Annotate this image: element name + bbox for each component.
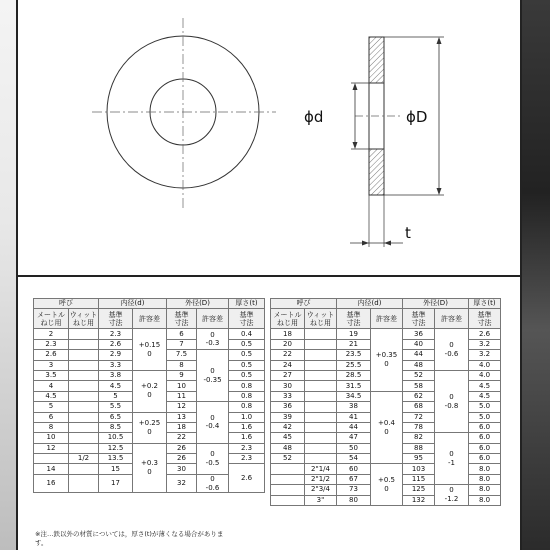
- metric-cell: 2.6: [34, 350, 69, 360]
- inner-cell: 21: [337, 339, 371, 349]
- thickness-cell: 0.5: [229, 370, 265, 380]
- outer-cell: 7: [167, 339, 197, 349]
- table-row: [34, 370, 265, 380]
- outer-cell: 6: [167, 329, 197, 339]
- inner-tolerance-cell: +0.25 0: [133, 412, 167, 443]
- outer-cell: 22: [167, 433, 197, 443]
- whitworth-cell: [69, 422, 99, 432]
- outer-tolerance-cell: 0 -0.4: [197, 402, 229, 444]
- whitworth-cell: 2"1/2: [305, 474, 337, 484]
- metric-cell: 3.5: [34, 370, 69, 380]
- inner-cell: 60: [337, 464, 371, 474]
- outer-tolerance-cell: 0 -0.8: [435, 370, 469, 432]
- outer-cell: 58: [403, 381, 435, 391]
- outer-cell: 40: [403, 339, 435, 349]
- table-row: [271, 329, 501, 339]
- inner-cell: 28.5: [337, 370, 371, 380]
- metric-cell: 16: [34, 474, 69, 493]
- header-outer: 外径(D): [167, 299, 229, 309]
- outer-cell: 48: [403, 360, 435, 370]
- outer-cell: 103: [403, 464, 435, 474]
- header-outer-nominal: 基準 寸法: [403, 309, 435, 329]
- thickness-cell: 5.0: [469, 402, 501, 412]
- metric-cell: 2: [34, 329, 69, 339]
- whitworth-cell: [305, 433, 337, 443]
- thickness-cell: 5.0: [469, 412, 501, 422]
- whitworth-cell: [305, 339, 337, 349]
- whitworth-cell: [69, 391, 99, 401]
- thickness-cell: 4.0: [469, 370, 501, 380]
- thickness-cell: 6.0: [469, 422, 501, 432]
- header-outer-tolerance: 許容差: [435, 309, 469, 329]
- thickness-cell: 8.0: [469, 485, 501, 495]
- whitworth-cell: [69, 402, 99, 412]
- washer-table-left: [33, 298, 265, 493]
- metric-cell: 27: [271, 370, 305, 380]
- outer-cell: 26: [167, 443, 197, 453]
- thickness-cell: 1.6: [229, 433, 265, 443]
- outer-cell: 18: [167, 422, 197, 432]
- inner-cell: 5: [99, 391, 133, 401]
- section-divider: [16, 275, 522, 277]
- whitworth-cell: [69, 381, 99, 391]
- outer-cell: 13: [167, 412, 197, 422]
- inner-cell: 2.9: [99, 350, 133, 360]
- outer-tolerance-cell: 0 -0.6: [197, 474, 229, 493]
- thickness-cell: 2.3: [229, 443, 265, 453]
- inner-cell: 13.5: [99, 454, 133, 464]
- inner-cell: 54: [337, 454, 371, 464]
- outer-cell: 82: [403, 433, 435, 443]
- thickness-cell: 0.4: [229, 329, 265, 339]
- washer-table-right: [270, 298, 501, 506]
- metric-cell: 18: [271, 329, 305, 339]
- inner-cell: 41: [337, 412, 371, 422]
- thickness-cell: 0.5: [229, 360, 265, 370]
- metric-cell: [271, 485, 305, 495]
- metric-cell: 30: [271, 381, 305, 391]
- metric-cell: 8: [34, 422, 69, 432]
- outer-cell: 8: [167, 360, 197, 370]
- inner-cell: 19: [337, 329, 371, 339]
- thickness-cell: 0.5: [229, 339, 265, 349]
- metric-cell: [34, 454, 69, 464]
- metric-cell: 45: [271, 433, 305, 443]
- inner-cell: 80: [337, 495, 371, 505]
- whitworth-cell: [305, 329, 337, 339]
- metric-cell: [271, 464, 305, 474]
- inner-cell: 67: [337, 474, 371, 484]
- thickness-cell: 6.0: [469, 454, 501, 464]
- outer-cell: 7.5: [167, 350, 197, 360]
- outer-tolerance-cell: 0 -1.2: [435, 485, 469, 506]
- metric-cell: 39: [271, 412, 305, 422]
- outer-cell: 30: [167, 464, 197, 474]
- table-row: [34, 443, 265, 453]
- header-outer: 外径(D): [403, 299, 469, 309]
- thickness-cell: 3.2: [469, 350, 501, 360]
- whitworth-cell: [305, 402, 337, 412]
- outer-cell: 68: [403, 402, 435, 412]
- inner-cell: 34.5: [337, 391, 371, 401]
- inner-tolerance-cell: +0.15 0: [133, 329, 167, 371]
- metric-cell: 2.3: [34, 339, 69, 349]
- inner-cell: 3.3: [99, 360, 133, 370]
- whitworth-cell: [69, 464, 99, 474]
- side-hatch-top: [369, 37, 384, 83]
- thickness-cell: 0.8: [229, 381, 265, 391]
- whitworth-cell: [305, 412, 337, 422]
- whitworth-cell: [69, 370, 99, 380]
- thickness-cell: 3.2: [469, 339, 501, 349]
- thickness-cell: 6.0: [469, 443, 501, 453]
- header-inner-nominal: 基準 寸法: [337, 309, 371, 329]
- thickness-cell: 4.0: [469, 360, 501, 370]
- outer-cell: 32: [167, 474, 197, 493]
- outer-tolerance-cell: 0 -0.35: [197, 350, 229, 402]
- outer-cell: 26: [167, 454, 197, 464]
- whitworth-cell: [69, 433, 99, 443]
- header-outer-nominal: 基準 寸法: [167, 309, 197, 329]
- thickness-cell: 8.0: [469, 464, 501, 474]
- whitworth-cell: [305, 381, 337, 391]
- metric-cell: 24: [271, 360, 305, 370]
- metric-cell: 5: [34, 402, 69, 412]
- inner-cell: 3.8: [99, 370, 133, 380]
- inner-cell: 73: [337, 485, 371, 495]
- header-inner-nominal: 基準 寸法: [99, 309, 133, 329]
- outer-cell: 132: [403, 495, 435, 505]
- outer-cell: 52: [403, 370, 435, 380]
- outer-cell: 10: [167, 381, 197, 391]
- header-thickness: 厚さ(t): [229, 299, 265, 309]
- inner-tolerance-cell: +0.3 0: [133, 443, 167, 493]
- inner-cell: 23.5: [337, 350, 371, 360]
- header-whitworth: ウィット ねじ用: [69, 310, 98, 327]
- label-phi-D: ϕD: [406, 108, 428, 126]
- metric-cell: [271, 474, 305, 484]
- metric-cell: 4: [34, 381, 69, 391]
- metric-cell: 52: [271, 454, 305, 464]
- inner-cell: 5.5: [99, 402, 133, 412]
- whitworth-cell: [69, 360, 99, 370]
- outer-cell: 44: [403, 350, 435, 360]
- whitworth-cell: [305, 443, 337, 453]
- outer-tolerance-cell: 0 -0.3: [197, 329, 229, 350]
- inner-cell: 10.5: [99, 433, 133, 443]
- whitworth-cell: 2"3/4: [305, 485, 337, 495]
- outer-cell: 9: [167, 370, 197, 380]
- inner-cell: 31.5: [337, 381, 371, 391]
- header-metric: メートル ねじ用: [271, 309, 305, 329]
- thickness-cell: 2.6: [469, 329, 501, 339]
- metric-cell: 14: [34, 464, 69, 474]
- metric-cell: [271, 495, 305, 505]
- header-inner-tolerance: 許容差: [133, 309, 167, 329]
- thickness-cell: 8.0: [469, 474, 501, 484]
- metric-cell: 6: [34, 412, 69, 422]
- outer-cell: 72: [403, 412, 435, 422]
- inner-cell: 38: [337, 402, 371, 412]
- inner-cell: 25.5: [337, 360, 371, 370]
- header-thickness: 厚さ(t): [469, 299, 501, 309]
- metric-cell: 10: [34, 433, 69, 443]
- outer-tolerance-cell: 0 -0.6: [435, 329, 469, 371]
- inner-tolerance-cell: +0.4 0: [371, 391, 403, 464]
- whitworth-cell: [305, 350, 337, 360]
- inner-cell: 8.5: [99, 422, 133, 432]
- outer-cell: 88: [403, 443, 435, 453]
- header-thickness-nominal: 基準 寸法: [469, 309, 501, 329]
- metric-cell: 3: [34, 360, 69, 370]
- metric-cell: 36: [271, 402, 305, 412]
- header-thickness-nominal: 基準 寸法: [229, 309, 265, 329]
- label-phi-d: ϕd: [304, 108, 324, 126]
- whitworth-cell: [305, 360, 337, 370]
- inner-cell: 47: [337, 433, 371, 443]
- inner-cell: 50: [337, 443, 371, 453]
- footnote: ※注…鉄以外の材質については，厚さ(t)が薄くなる場合があります。: [35, 530, 224, 547]
- metric-cell: 42: [271, 422, 305, 432]
- thickness-cell: 0.5: [229, 350, 265, 360]
- metric-cell: 33: [271, 391, 305, 401]
- whitworth-cell: [69, 443, 99, 453]
- whitworth-cell: [69, 474, 99, 493]
- metric-cell: 12: [34, 443, 69, 453]
- metric-cell: 4.5: [34, 391, 69, 401]
- outer-cell: 11: [167, 391, 197, 401]
- whitworth-cell: [69, 412, 99, 422]
- thickness-cell: 0.8: [229, 402, 265, 412]
- header-whitworth: ウィット ねじ用: [305, 309, 337, 329]
- metric-cell: 22: [271, 350, 305, 360]
- table-row: [34, 329, 265, 339]
- whitworth-cell: [69, 339, 99, 349]
- whitworth-cell: [305, 422, 337, 432]
- header-inner-tolerance: 許容差: [371, 309, 403, 329]
- thickness-cell: 4.5: [469, 391, 501, 401]
- header-inner: 内径(d): [337, 299, 403, 309]
- thickness-cell: 1.0: [229, 412, 265, 422]
- thickness-cell: 2.3: [229, 454, 265, 464]
- inner-cell: 2.3: [99, 329, 133, 339]
- thickness-cell: 0.8: [229, 391, 265, 401]
- header-outer-tolerance: 許容差: [197, 309, 229, 329]
- header-yobi: 呼び: [271, 299, 337, 309]
- outer-cell: 12: [167, 402, 197, 412]
- inner-tolerance-cell: +0.35 0: [371, 329, 403, 391]
- outer-cell: 125: [403, 485, 435, 495]
- header-inner: 内径(d): [99, 299, 167, 309]
- inner-cell: 6.5: [99, 412, 133, 422]
- label-t: t: [405, 224, 411, 242]
- inner-tolerance-cell: +0.2 0: [133, 370, 167, 412]
- thickness-cell: 4.5: [469, 381, 501, 391]
- whitworth-cell: 3": [305, 495, 337, 505]
- inner-cell: 4.5: [99, 381, 133, 391]
- inner-cell: 17: [99, 474, 133, 493]
- outer-cell: 62: [403, 391, 435, 401]
- whitworth-cell: [305, 370, 337, 380]
- whitworth-cell: 2"1/4: [305, 464, 337, 474]
- header-metric: メートル ねじ用: [34, 309, 69, 329]
- whitworth-cell: [69, 329, 99, 339]
- inner-cell: 44: [337, 422, 371, 432]
- side-hatch-bottom: [369, 149, 384, 195]
- thickness-cell: 2.6: [229, 464, 265, 493]
- outer-tolerance-cell: 0 -0.5: [197, 443, 229, 474]
- whitworth-cell: [305, 391, 337, 401]
- whitworth-cell: [305, 454, 337, 464]
- inner-cell: 12.5: [99, 443, 133, 453]
- thickness-cell: 6.0: [469, 433, 501, 443]
- table-row: [34, 412, 265, 422]
- outer-cell: 78: [403, 422, 435, 432]
- outer-cell: 115: [403, 474, 435, 484]
- metric-cell: 48: [271, 443, 305, 453]
- inner-tolerance-cell: +0.5 0: [371, 464, 403, 506]
- inner-cell: 15: [99, 464, 133, 474]
- whitworth-cell: 1/2: [69, 454, 99, 464]
- whitworth-cell: [69, 350, 99, 360]
- inner-cell: 2.6: [99, 339, 133, 349]
- outer-tolerance-cell: 0 -1: [435, 433, 469, 485]
- outer-cell: 95: [403, 454, 435, 464]
- thickness-cell: 1.6: [229, 422, 265, 432]
- metric-cell: 20: [271, 339, 305, 349]
- outer-cell: 36: [403, 329, 435, 339]
- header-yobi: 呼び: [34, 299, 99, 309]
- thickness-cell: 8.0: [469, 495, 501, 505]
